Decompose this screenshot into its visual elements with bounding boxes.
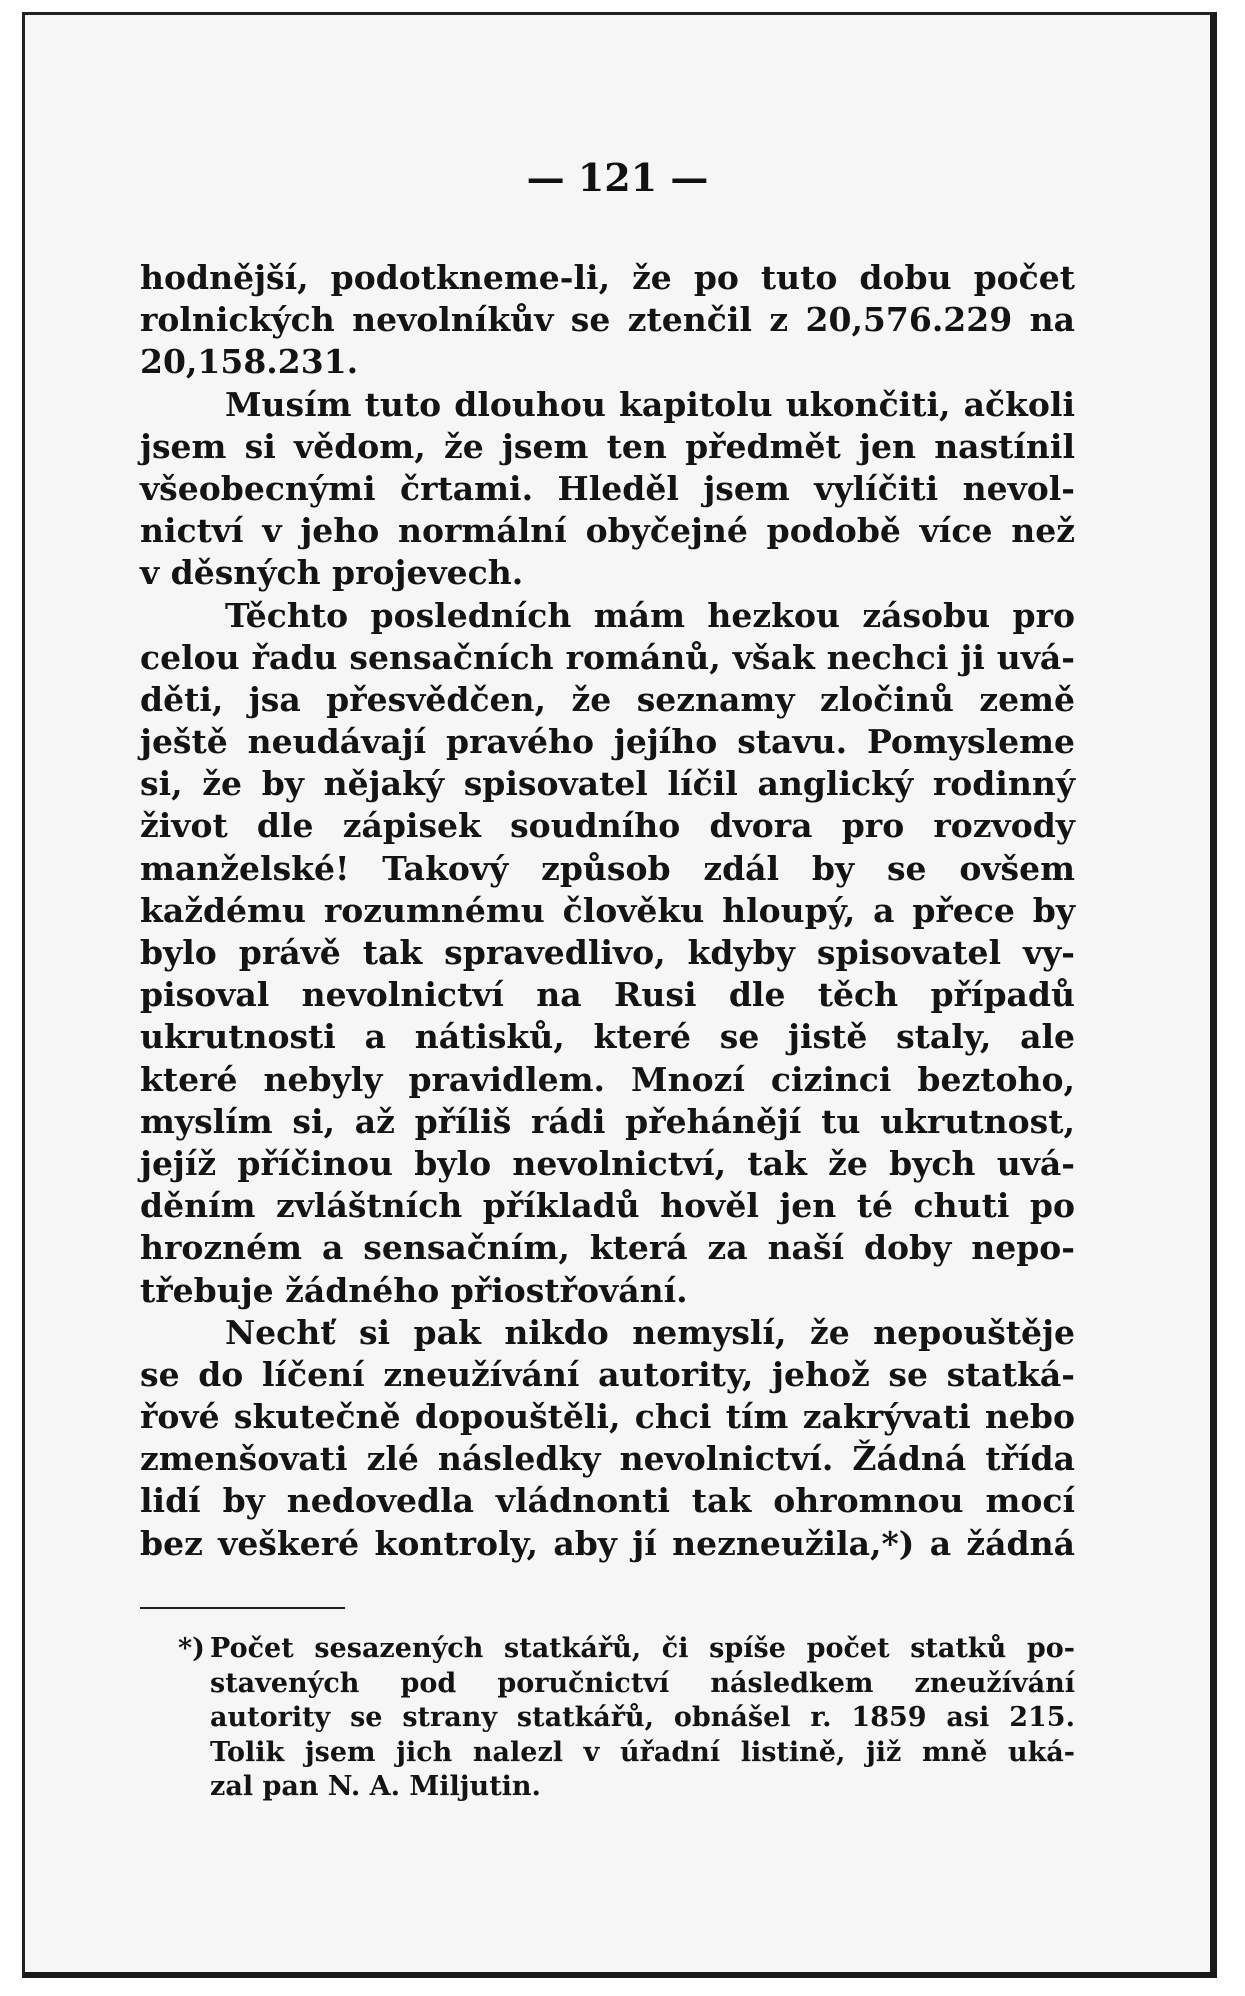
footnote-text xyxy=(210,1632,1075,1805)
footnote-line: stavených pod poručnictví následkem zneužívání xyxy=(210,1667,1075,1699)
main-text xyxy=(140,257,1075,1565)
text-line: pisoval nevolnictví na Rusi dle těch případů xyxy=(140,975,1075,1015)
footnote-separator xyxy=(140,1607,345,1609)
text-line: zmenšovati zlé následky nevolnictví. Žádná třída xyxy=(140,1439,1075,1479)
text-line: děti, jsa přesvědčen, že seznamy zločinů země xyxy=(140,679,1075,719)
text-line: nictví v jeho normální obyčejné podobě více než xyxy=(140,511,1075,551)
text-line: celou řadu sensačních románů, však nechci ji uvá- xyxy=(140,637,1075,677)
text-line: bez veškeré kontroly, aby jí nezneužila,*) a žádná xyxy=(140,1523,1075,1563)
text-line: manželské! Takový způsob zdál by se ovšem xyxy=(140,848,1075,888)
footnote-line: autority se strany statkářů, obnášel r. 1859 asi 215. xyxy=(210,1702,1075,1734)
footnote-line: Počet sesazených statkářů, či spíše počet statků po- xyxy=(210,1633,1075,1664)
text-line: 20,158.231. xyxy=(140,342,359,382)
text-line: bylo právě tak spravedlivo, kdyby spisovatel vy- xyxy=(140,933,1075,972)
footnote-line: zal pan N. A. Miljutin. xyxy=(210,1771,541,1803)
text-line: řové skutečně dopouštěli, chci tím zakrývati nebo xyxy=(140,1397,1075,1437)
text-line: jsem si vědom, že jsem ten předmět jen nastínil xyxy=(140,426,1075,466)
footnote-marker: *) xyxy=(178,1633,205,1664)
text-line: lidí by nedovedla vládnonti tak ohromnou mocí xyxy=(140,1481,1075,1521)
text-line: každému rozumnému člověku hloupý, a přece by xyxy=(140,890,1075,930)
text-line: jejíž příčinou bylo nevolnictví, tak že bych uvá- xyxy=(140,1143,1075,1183)
text-line: děním zvláštních příkladů hověl jen té chuti po xyxy=(140,1186,1075,1226)
text-line: Těchto posledních mám hezkou zásobu pro xyxy=(225,595,1075,635)
text-line: ještě neudávají pravého jejího stavu. Pomysleme xyxy=(140,722,1075,762)
text-line: které nebyly pravidlem. Mnozí cizinci beztoho, xyxy=(140,1059,1075,1099)
text-line: si, že by nějaký spisovatel líčil anglický rodinný xyxy=(140,764,1075,804)
text-line: v děsných projevech. xyxy=(140,553,524,593)
page-number: — 121 — xyxy=(526,155,709,200)
text-line: se do líčení zneužívání autority, jehož se statká- xyxy=(140,1354,1075,1394)
text-line: hrozném a sensačním, která za naší doby nepo- xyxy=(140,1228,1075,1268)
footnote-line: Tolik jsem jich nalezl v úřadní listině, již mně uká- xyxy=(210,1736,1075,1768)
text-line: Nechť si pak nikdo nemyslí, že nepouštěje xyxy=(225,1312,1075,1352)
text-line: třebuje žádného přiostřování. xyxy=(140,1270,688,1310)
text-line: všeobecnými črtami. Hleděl jsem vylíčiti nevol- xyxy=(140,468,1075,508)
text-line: rolnických nevolníkův se ztenčil z 20,576.229 na xyxy=(140,300,1075,340)
footnote xyxy=(178,1632,1075,1805)
text-line: Musím tuto dlouhou kapitolu ukončiti, ačkoli xyxy=(225,384,1075,424)
book-page xyxy=(22,12,1217,1978)
text-line: hodnější, podotkneme-li, že po tuto dobu počet xyxy=(140,258,1075,297)
text-line: život dle zápisek soudního dvora pro rozvody xyxy=(140,806,1075,846)
text-line: myslím si, až příliš rádi přehánějí tu ukrutnost, xyxy=(140,1101,1075,1141)
text-line: ukrutnosti a nátisků, které se jistě staly, ale xyxy=(140,1017,1075,1057)
